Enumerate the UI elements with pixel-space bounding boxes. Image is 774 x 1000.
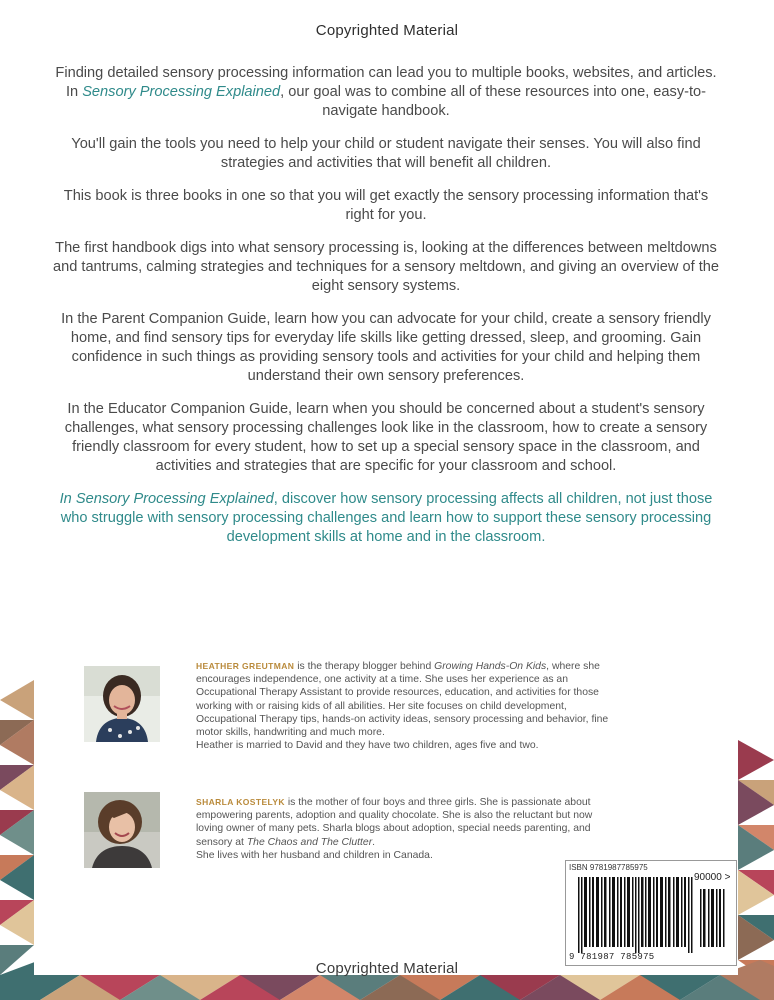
barcode-bars (570, 873, 732, 953)
paragraph-text: In the Parent Companion Guide, learn how you can advocate for your child, create a sensory friendly home, and find sensory tips for everyday life skills like getting dressed, sleep, and grooming. Gain confidence in such things as providing sensory tools and activities for your child and helping them (61, 311, 711, 365)
paragraph-text: understand their own sensory preferences. (247, 368, 525, 384)
copyright-watermark-top: Copyrighted Material (315, 22, 459, 39)
copyright-watermark-bottom: Copyrighted Material (315, 960, 459, 977)
paragraph-text: Finding detailed sensory processing information can lead you to multiple books, websites, and articles. In (55, 65, 717, 100)
paragraph-tools: You'll gain the tools you need to help your child or student navigate their senses. You will also find strategies and activities that will benefit all children. (71, 136, 701, 171)
paragraph-parent-guide (50, 310, 722, 386)
bio-text: is the mother of four boys and three girls. She is passionate about (284, 797, 591, 808)
paragraph-text: , our goal was to combine all of these resources into one, easy-to-navigate handbook. (280, 84, 707, 119)
paragraph-first-handbook: The first handbook digs into what sensory processing is, looking at the differences between meltdowns and tantrums, calming strategies and techniques for a sensory meltdown, and giving an overview of the eight sensory systems. (52, 240, 719, 294)
bio-line: encourages independence, one activity at a time. She uses her experience as an (196, 674, 568, 686)
author-photo-sharla (84, 792, 160, 868)
author-bio-heather (196, 660, 696, 752)
bio-text: is the therapy blogger behind (294, 661, 435, 672)
blog-name: Growing Hands-On Kids (434, 661, 547, 672)
paragraph-three-books: This book is three books in one so that you will get exactly the sensory processing information that's right for you. (63, 188, 709, 223)
bio-text: sensory at (196, 836, 247, 848)
bio-line: working with or raising kids of all abilities. Her site focuses on child development, (196, 700, 567, 712)
book-description (50, 64, 722, 561)
author-bio-sharla (196, 796, 696, 862)
book-title-italic: Sensory Processing Explained (75, 491, 274, 507)
bio-line: Occupational Therapy tips, hands-on activity ideas, sensory processing and behavior, fine (196, 713, 609, 725)
blog-name: The Chaos and The Clutter (246, 836, 373, 848)
bio-line: empowering parents, adoption and quality chocolate. She is also the reluctant but now (196, 810, 593, 822)
isbn-barcode (565, 860, 737, 966)
bio-line (196, 796, 696, 809)
paragraph-educator-guide: In the Educator Companion Guide, learn when you should be concerned about a student's sensory challenges, what sensory processing challenges look like in the classroom, how to create a sensory friendly classroom for every student, how to set up a special sensory space in the classroom, and activities and strategies that are specific for your classroom and school. (64, 401, 708, 474)
price-code: 90000 > (694, 872, 731, 883)
bio-line: motor skills, handwriting and much more. (196, 727, 385, 739)
bio-line (196, 836, 696, 849)
bio-line: Heather is married to David and they have two children, ages five and two. (196, 740, 539, 752)
isbn-digits: 9 781987 785975 (569, 952, 655, 962)
book-title-italic: Sensory Processing Explained (82, 84, 281, 100)
author-name: HEATHER GREUTMAN (196, 661, 295, 671)
author-photo-heather (84, 666, 160, 742)
bio-text: . (372, 836, 376, 848)
bio-line: She lives with her husband and children in Canada. (196, 849, 433, 861)
bio-line (196, 660, 696, 673)
author-name: SHARLA KOSTELYK (196, 797, 285, 807)
paragraph-text: , discover how sensory processing affects all children, not just those who struggle with sensory processing challenges and learn how to support these sensory processing development skills at home and in the classroom. (60, 491, 713, 545)
isbn-label: ISBN 9781987785975 (569, 863, 648, 872)
bio-text: , where she (546, 661, 600, 672)
paragraph-closing (50, 490, 722, 547)
bio-line: loving owner of many pets. Sharla blogs about adoption, special needs parenting, and (196, 823, 591, 835)
paragraph-text: In (59, 491, 76, 507)
bio-line: Occupational Therapy Assistant to provide resources, education, and activities for those (196, 687, 599, 699)
paragraph-intro (50, 64, 722, 121)
